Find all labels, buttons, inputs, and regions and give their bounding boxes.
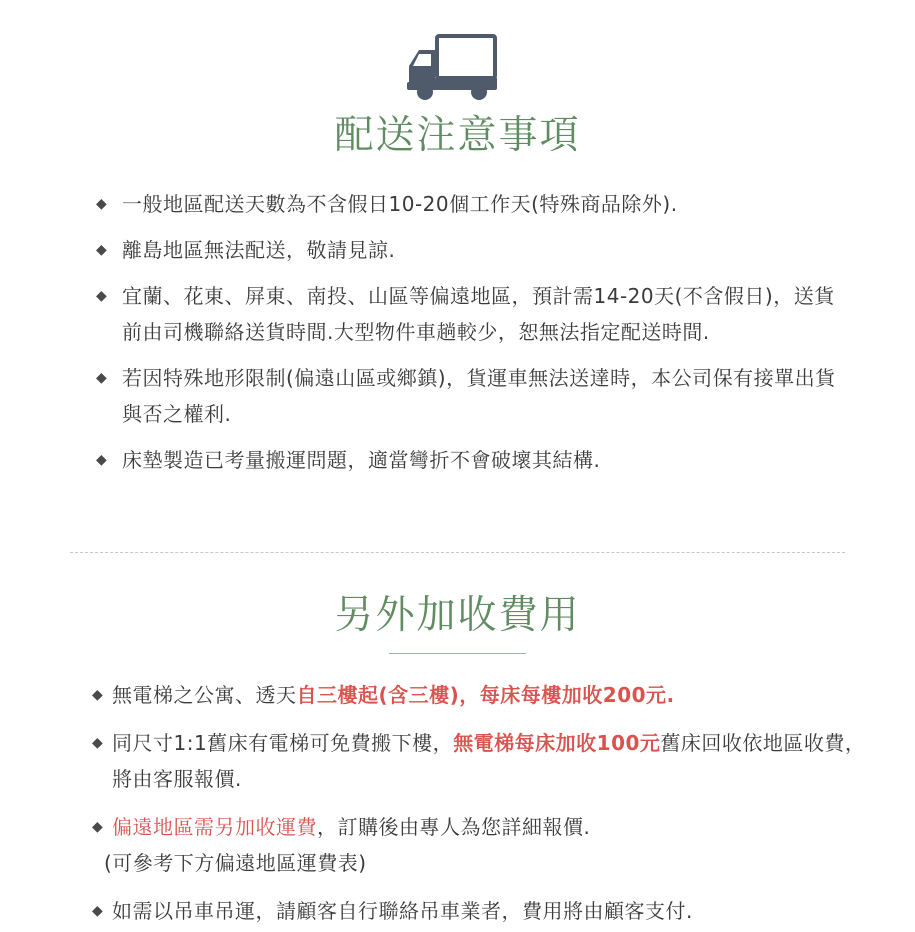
diamond-bullet-icon: ◆ bbox=[92, 903, 104, 919]
title-underline bbox=[389, 653, 526, 654]
list-item: ◆ 無電梯之公寓、透天自三樓起(含三樓)，每床每樓加收200元. bbox=[92, 677, 882, 713]
list-item: ◆ 若因特殊地形限制(偏遠山區或鄉鎮)，貨運車無法送達時，本公司保有接單出貨與否之權利. bbox=[96, 360, 841, 432]
delivery-notice-title: 配送注意事項 bbox=[334, 113, 581, 158]
diamond-bullet-icon: ◆ bbox=[96, 196, 108, 212]
diamond-bullet-icon: ◆ bbox=[96, 452, 108, 468]
list-item: ◆ 宜蘭、花東、屏東、南投、山區等偏遠地區，預計需14-20天(不含假日)，送貨前由司機聯絡送貨時間.大型物件車趟較少，恕無法指定配送時間. bbox=[96, 278, 841, 350]
list-item: ◆ 偏遠地區需另加收運費，訂購後由專人為您詳細報價. (可參考下方偏遠地區運費表) bbox=[92, 809, 882, 881]
fee-table-note: (可參考下方偏遠地區運費表) bbox=[104, 851, 367, 875]
fee-highlight: 無電梯每床加收100元 bbox=[453, 731, 661, 755]
extra-fees-title: 另外加收費用 bbox=[334, 593, 581, 638]
list-item: ◆ 床墊製造已考量搬運問題，適當彎折不會破壞其結構. bbox=[96, 442, 841, 478]
truck-icon bbox=[405, 34, 499, 100]
delivery-notice-list bbox=[96, 186, 841, 478]
diamond-bullet-icon: ◆ bbox=[92, 819, 104, 835]
fee-highlight: 偏遠地區需另加收運費 bbox=[112, 815, 317, 839]
diamond-bullet-icon: ◆ bbox=[96, 370, 108, 386]
diamond-bullet-icon: ◆ bbox=[96, 242, 108, 258]
diamond-bullet-icon: ◆ bbox=[92, 687, 104, 703]
diamond-bullet-icon: ◆ bbox=[96, 288, 108, 304]
extra-fees-list bbox=[92, 677, 882, 929]
list-item: ◆ 同尺寸1:1舊床有電梯可免費搬下樓，無電梯每床加收100元舊床回收依地區收費，將由客服報價. bbox=[92, 725, 882, 797]
dashed-divider bbox=[70, 552, 845, 553]
fee-highlight: 自三樓起(含三樓)，每床每樓加收200元. bbox=[296, 683, 675, 707]
diamond-bullet-icon: ◆ bbox=[92, 735, 104, 751]
list-item: ◆ 離島地區無法配送，敬請見諒. bbox=[96, 232, 841, 268]
list-item: ◆ 如需以吊車吊運，請顧客自行聯絡吊車業者，費用將由顧客支付. bbox=[92, 893, 882, 929]
list-item: ◆ 一般地區配送天數為不含假日10-20個工作天(特殊商品除外). bbox=[96, 186, 841, 222]
